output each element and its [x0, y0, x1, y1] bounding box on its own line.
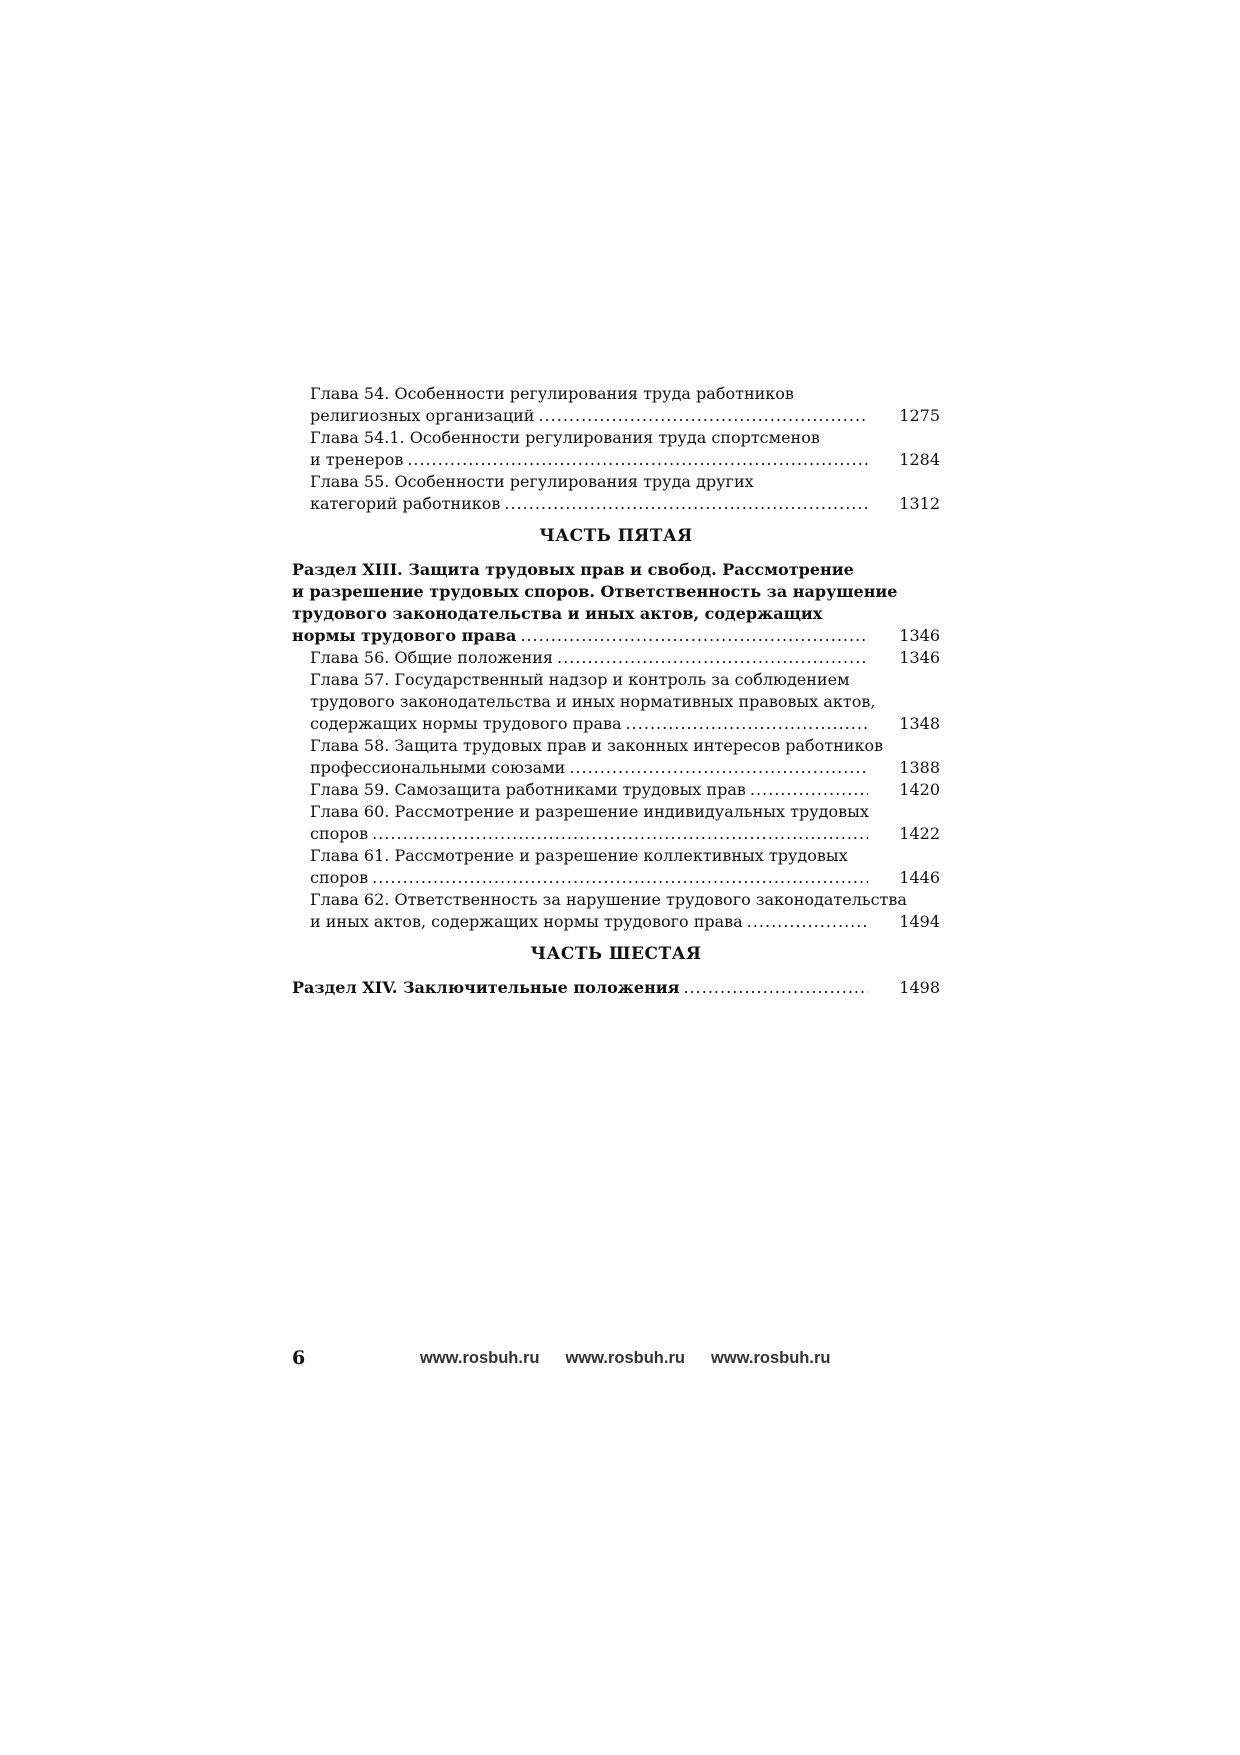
- toc-entry-line: Глава 62. Ответственность за нарушение трудового законодательства: [310, 890, 907, 909]
- toc-entry-line: категорий работников: [310, 494, 501, 513]
- dot-leader: [538, 405, 868, 427]
- toc-page-number: 1494: [899, 912, 940, 931]
- toc-entry-section-14[interactable]: [292, 977, 940, 999]
- toc-entry-line: нормы трудового права: [292, 626, 517, 645]
- toc-page-number: 1388: [899, 758, 940, 777]
- toc-entry-line: профессиональными союзами: [310, 758, 566, 777]
- toc-entry-line: Глава 54.1. Особенности регулирования труда спортсменов: [310, 428, 820, 447]
- toc-entry-line: содержащих нормы трудового права: [310, 714, 622, 733]
- toc-entry-line: Глава 54. Особенности регулирования труда работников: [310, 384, 794, 403]
- toc-entry-chapter-56[interactable]: [292, 647, 940, 669]
- toc-page-number: 1420: [899, 780, 940, 799]
- toc-page-number: 1312: [899, 494, 940, 513]
- toc-entry-line: религиозных организаций: [310, 406, 535, 425]
- toc-entry-line: споров: [310, 824, 369, 843]
- toc-page-number: 1446: [899, 868, 940, 887]
- dot-leader: [520, 625, 868, 647]
- footer-links: [420, 1349, 830, 1368]
- dot-leader: [747, 911, 868, 933]
- toc-entry-line: Глава 61. Рассмотрение и разрешение коллективных трудовых: [310, 846, 848, 865]
- toc-page-number: 1346: [899, 626, 940, 645]
- toc-entry-line: и тренеров: [310, 450, 404, 469]
- toc-entry-line: Глава 57. Государственный надзор и контроль за соблюдением: [310, 670, 850, 689]
- toc-entry-chapter-61[interactable]: [292, 845, 940, 889]
- dot-leader: [372, 823, 868, 845]
- dot-leader: [372, 867, 868, 889]
- dot-leader: [750, 779, 868, 801]
- toc-page-number: 1346: [899, 648, 940, 667]
- toc-entry-chapter-54-1[interactable]: [292, 427, 940, 471]
- dot-leader: [504, 493, 868, 515]
- page-number: 6: [292, 1347, 306, 1369]
- toc-entry-line: Раздел XIV. Заключительные положения: [292, 978, 680, 997]
- part-six-heading: ЧАСТЬ ШЕСТАЯ: [530, 944, 702, 964]
- toc-page-number: 1422: [899, 824, 940, 843]
- toc-entry-line: и разрешение трудовых споров. Ответственность за нарушение: [292, 582, 898, 601]
- toc-entry-chapter-59[interactable]: [292, 779, 940, 801]
- page-footer: [292, 1347, 940, 1373]
- toc-page-number: 1348: [899, 714, 940, 733]
- toc-entry-chapter-57[interactable]: [292, 669, 940, 735]
- toc-page-number: 1284: [899, 450, 940, 469]
- toc-entry-chapter-60[interactable]: [292, 801, 940, 845]
- dot-leader: [626, 713, 868, 735]
- toc-page-number: 1498: [899, 978, 940, 997]
- dot-leader: [557, 647, 868, 669]
- dot-leader: [684, 977, 869, 999]
- toc-entry-chapter-58[interactable]: [292, 735, 940, 779]
- toc-entry-line: трудового законодательства и иных нормативных правовых актов,: [310, 692, 876, 711]
- toc-entry-line: споров: [310, 868, 369, 887]
- toc-page-number: 1275: [899, 406, 940, 425]
- toc-entry-line: Глава 59. Самозащита работниками трудовых прав: [310, 780, 746, 799]
- table-of-contents: [292, 383, 940, 999]
- dot-leader: [569, 757, 868, 779]
- toc-entry-section-13[interactable]: [292, 559, 940, 647]
- toc-entry-chapter-62[interactable]: [292, 889, 940, 933]
- footer-site-link[interactable]: www.rosbuh.ru: [710, 1349, 831, 1367]
- toc-entry-chapter-54[interactable]: [292, 383, 940, 427]
- toc-entry-line: Глава 60. Рассмотрение и разрешение индивидуальных трудовых: [310, 802, 869, 821]
- toc-entry-chapter-55[interactable]: [292, 471, 940, 515]
- footer-site-link[interactable]: www.rosbuh.ru: [565, 1349, 685, 1367]
- toc-entry-line: Глава 56. Общие положения: [310, 648, 554, 667]
- toc-entry-line: Раздел XIII. Защита трудовых прав и свобод. Рассмотрение: [292, 560, 854, 579]
- toc-entry-line: и иных актов, содержащих нормы трудового права: [310, 912, 743, 931]
- toc-entry-line: Глава 58. Защита трудовых прав и законных интересов работников: [310, 736, 884, 755]
- toc-entry-line: Глава 55. Особенности регулирования труда других: [310, 472, 754, 491]
- part-five-heading: ЧАСТЬ ПЯТАЯ: [539, 526, 693, 546]
- dot-leader: [407, 449, 868, 471]
- footer-site-link[interactable]: www.rosbuh.ru: [420, 1349, 540, 1367]
- toc-entry-line: трудового законодательства и иных актов, содержащих: [292, 604, 823, 623]
